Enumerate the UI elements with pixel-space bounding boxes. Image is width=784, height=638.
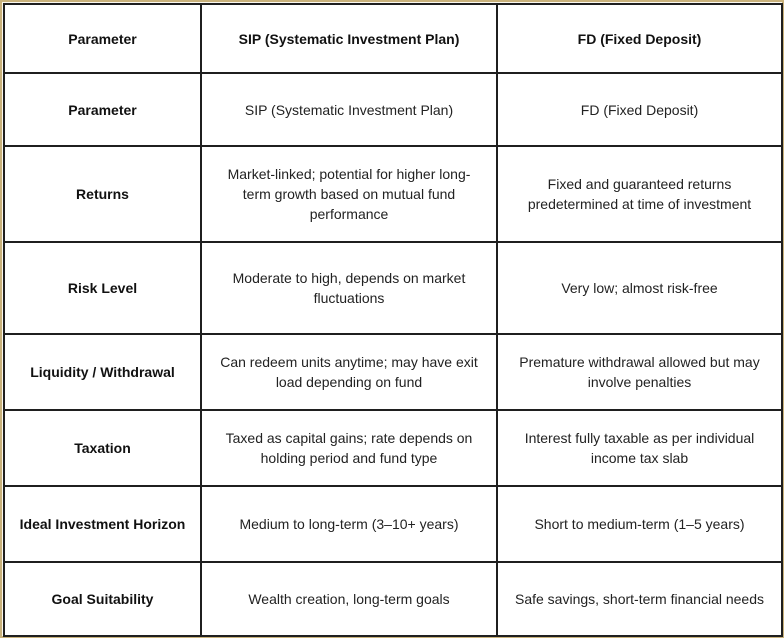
row-goal-suitability-label: Goal Suitability [4,562,201,636]
row-fd-cell: Interest fully taxable as per individual income tax slab [497,410,782,486]
row-fd-cell: Fixed and guaranteed returns predetermined at time of investment [497,146,782,242]
header-row [4,4,782,73]
header-sip: SIP (Systematic Investment Plan) [201,4,497,73]
row-returns-label: Returns [4,146,201,242]
row-sip-cell: Moderate to high, depends on market fluctuations [201,242,497,334]
table-row [4,73,782,146]
row-taxation-label: Taxation [4,410,201,486]
row-fd-cell: Short to medium-term (1–5 years) [497,486,782,562]
header-fd: FD (Fixed Deposit) [497,4,782,73]
row-fd-cell: Premature withdrawal allowed but may involve penalties [497,334,782,410]
table-row [4,562,782,636]
table-row [4,410,782,486]
table-row [4,334,782,410]
table-row [4,486,782,562]
row-parameter-label: Parameter [4,73,201,146]
row-sip-cell: SIP (Systematic Investment Plan) [201,73,497,146]
comparison-table [3,3,783,637]
table-row [4,242,782,334]
row-sip-cell: Can redeem units anytime; may have exit load depending on fund [201,334,497,410]
row-fd-cell: Safe savings, short-term financial needs [497,562,782,636]
row-horizon-label: Ideal Investment Horizon [4,486,201,562]
header-parameter: Parameter [4,4,201,73]
table-row [4,146,782,242]
row-fd-cell: FD (Fixed Deposit) [497,73,782,146]
row-sip-cell: Taxed as capital gains; rate depends on holding period and fund type [201,410,497,486]
row-sip-cell: Medium to long-term (3–10+ years) [201,486,497,562]
row-liquidity-label: Liquidity / Withdrawal [4,334,201,410]
row-risk-level-label: Risk Level [4,242,201,334]
row-sip-cell: Market-linked; potential for higher long-term growth based on mutual fund performance [201,146,497,242]
row-sip-cell: Wealth creation, long-term goals [201,562,497,636]
row-fd-cell: Very low; almost risk-free [497,242,782,334]
